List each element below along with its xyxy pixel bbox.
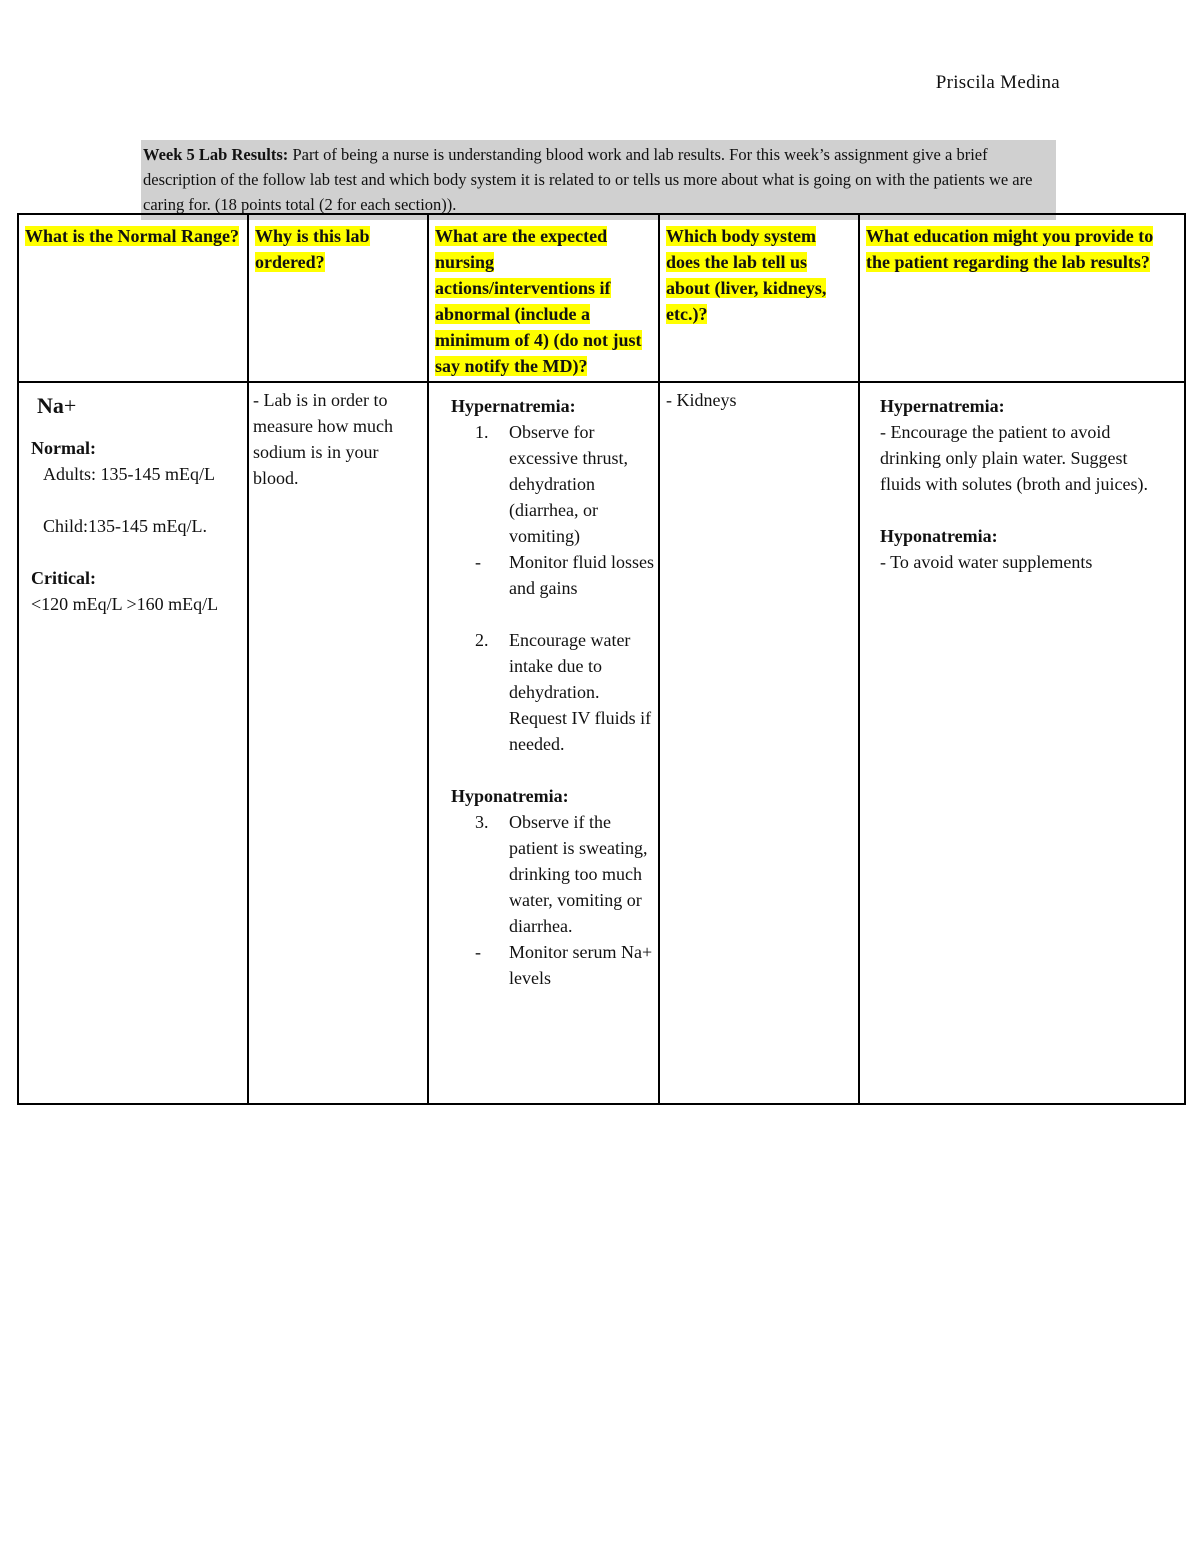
hypo-heading: Hyponatremia: <box>451 786 569 806</box>
hypo-actions-list <box>431 809 654 991</box>
test-name: Na+ <box>37 393 77 418</box>
education-hyper-heading: Hypernatremia: <box>880 396 1005 416</box>
cell-why-ordered <box>248 382 428 1104</box>
body-system-text: - Kidneys <box>666 390 737 410</box>
cell-nursing-actions <box>428 382 659 1104</box>
cell-normal-range <box>18 382 248 1104</box>
list-item: 1. Observe for excessive thrust, dehydration (diarrhea, or vomiting) <box>475 422 628 546</box>
header-nursing-actions: What are the expected nursing actions/interventions if abnormal (include a minimum of 4) (do not just say notify the MD)? <box>428 214 659 382</box>
normal-label: Normal: <box>31 438 96 458</box>
list-item: 3. Observe if the patient is sweating, drinking too much water, vomiting or diarrhea. <box>475 812 648 936</box>
assignment-instructions <box>141 140 1056 220</box>
header-why-ordered: Why is this lab ordered? <box>248 214 428 382</box>
critical-values: <120 mEq/L >160 mEq/L <box>31 594 219 614</box>
instructions-lead: Week 5 Lab Results: <box>143 145 289 164</box>
child-range: Child:135-145 mEq/L. <box>43 516 207 536</box>
header-normal-range: What is the Normal Range? <box>18 214 248 382</box>
table-header-row <box>18 214 1185 382</box>
cell-body-system <box>659 382 859 1104</box>
education-hypo-heading: Hyponatremia: <box>880 526 998 546</box>
header-education: What education might you provide to the patient regarding the lab results? <box>859 214 1185 382</box>
adults-range: Adults: 135-145 mEq/L <box>43 464 215 484</box>
instructions-text: Part of being a nurse is understanding blood work and lab results. For this week’s assignment give a brief description of the follow lab test and which body system it is related to or tells us more about what is going on with the patients we are caring for. (18 points total (2 for each section)). <box>143 145 1033 214</box>
list-item: - Monitor fluid losses and gains <box>475 552 655 598</box>
education-hypo-text: - To avoid water supplements <box>880 552 1093 572</box>
critical-label: Critical: <box>31 568 96 588</box>
list-item: - Monitor serum Na+ levels <box>475 942 653 988</box>
lab-results-table <box>17 213 1186 1105</box>
header-body-system: Which body system does the lab tell us about (liver, kidneys, etc.)? <box>659 214 859 382</box>
table-row <box>18 382 1185 1104</box>
list-item: 2. Encourage water intake due to dehydration. Request IV fluids if needed. <box>475 630 652 754</box>
why-text: - Lab is in order to measure how much sodium is in your blood. <box>253 390 393 488</box>
cell-education <box>859 382 1185 1104</box>
author-name: Priscila Medina <box>935 72 1060 93</box>
education-hyper-text: - Encourage the patient to avoid drinking only plain water. Suggest fluids with solutes (broth and juices). <box>880 422 1148 494</box>
hyper-heading: Hypernatremia: <box>451 396 576 416</box>
hyper-actions-list <box>431 419 654 757</box>
